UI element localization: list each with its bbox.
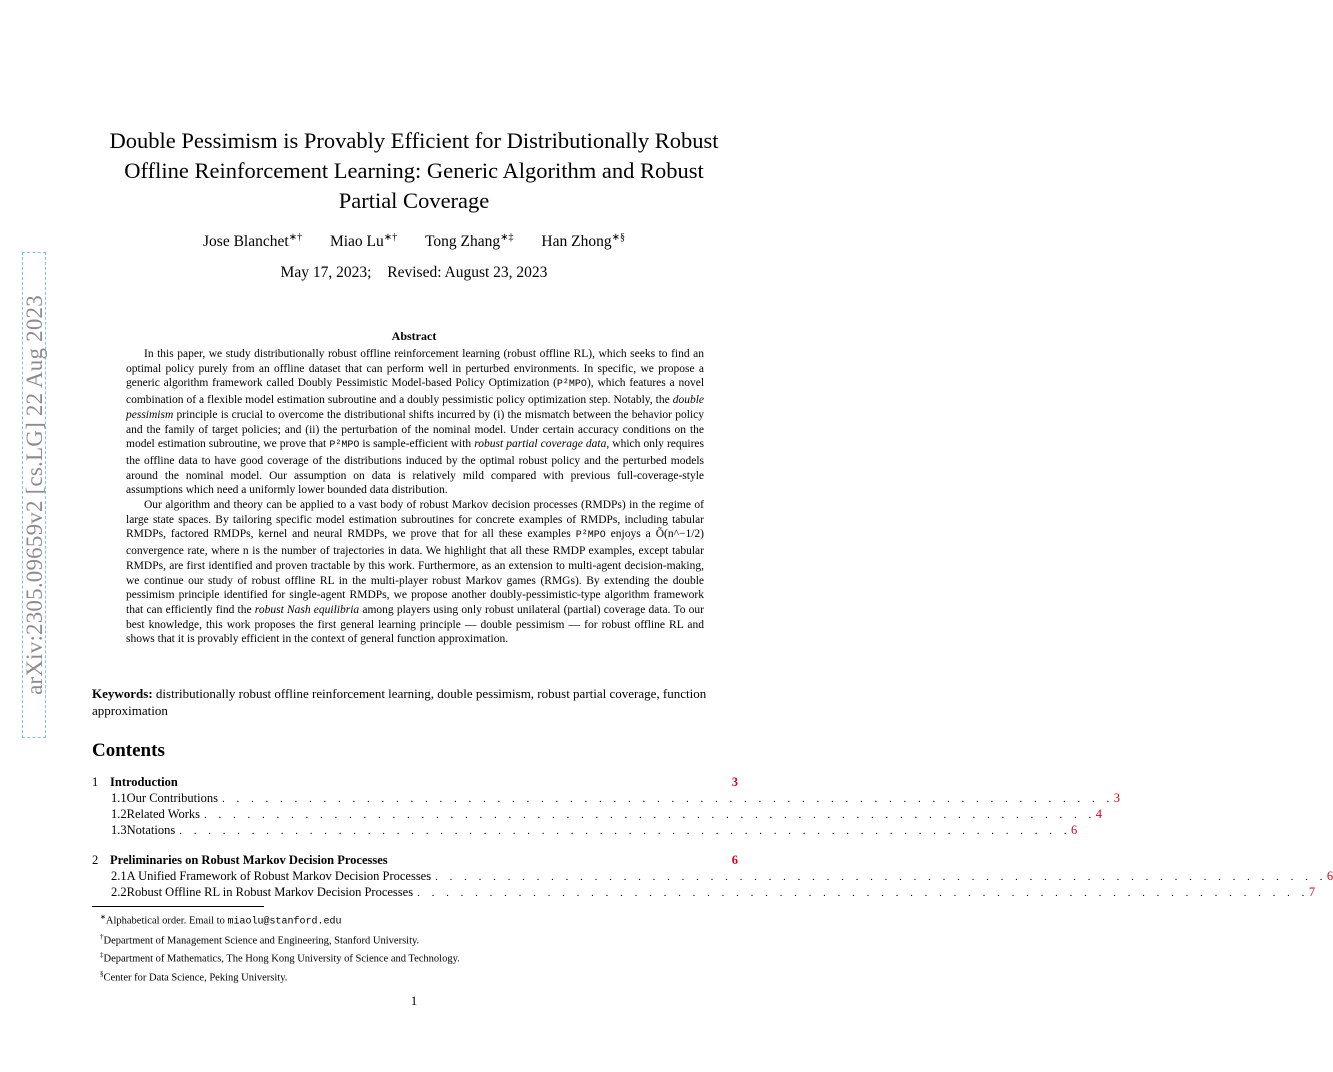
keywords-text: distributionally robust offline reinforcement learning, double pessimism, robust partial coverage, function approximation — [92, 686, 707, 718]
author: Miao Lu∗† — [329, 232, 398, 251]
author-footnote-marks[interactable]: ∗† — [383, 232, 398, 243]
author: Jose Blanchet∗† — [203, 232, 303, 251]
email-link[interactable]: miaolu@stanford.edu — [227, 916, 342, 928]
footnote-rule — [92, 906, 264, 907]
footnotes — [100, 910, 460, 986]
page-number: 1 — [410, 993, 418, 1008]
title-line: Double Pessimism is Provably Efficient for Distributionally Robust — [109, 128, 719, 153]
author: Tong Zhang∗‡ — [425, 232, 514, 251]
abstract-paragraph: In this paper, we study distributionally robust offline reinforcement learning (robust offline RL), which seeks to find an optimal policy purely from an offline dataset that can perform well in perturbed environments. In specific, we propose a generic algorithm framework called Doubly Pessimistic Model-based Policy Optimization (P²MPO), which features a novel combination of a flexible model estimation subroutine and a doubly pessimistic policy optimization step. Notably, the double pessimism principle is crucial to overcome the distributional shifts incurred by (i) the mismatch between the behavior policy and the family of target policies; and (ii) the perturbation of the nominal model. Under certain accuracy conditions on the model estimation subroutine, we prove that P²MPO is sample-efficient with robust partial coverage data, which only requires the offline data to have good coverage of the distributions induced by the optimal robust policy and the perturbed models around the nominal model. Our assumption on data is relatively mild compared with previous full-coverage-style assumptions which need a uniformly lower bounded data distribution. — [126, 348, 705, 497]
abstract-heading: Abstract — [391, 329, 437, 343]
author-footnote-marks[interactable]: ∗† — [288, 232, 303, 243]
toc-page-link[interactable]: 6 — [1326, 869, 1333, 883]
abstract-body — [126, 347, 704, 647]
footnote: †Department of Management Science and Engineering, Stanford University. — [100, 932, 420, 947]
author-footnote-marks[interactable]: ∗‡ — [500, 232, 514, 243]
keywords-label: Keywords: — [92, 686, 153, 701]
arxiv-stamp[interactable]: arXiv:2305.09659v2 [cs.LG] 22 Aug 2023 — [22, 295, 47, 695]
toc-entry[interactable]: 2 Preliminaries on Robust Markov Decision Processes 6 — [92, 853, 738, 867]
first-date: May 17, 2023; — [280, 264, 372, 281]
toc-page-link[interactable]: 7 — [1308, 885, 1316, 899]
toc-page-link[interactable]: 4 — [1095, 807, 1103, 821]
revised-date: Revised: August 23, 2023 — [387, 264, 548, 281]
author: Han Zhong∗§ — [541, 232, 625, 251]
paper-title — [92, 126, 736, 216]
title-line: Partial Coverage — [338, 188, 490, 213]
author-footnote-marks[interactable]: ∗§ — [611, 232, 625, 243]
title-line: Offline Reinforcement Learning: Generic Algorithm and Robust — [124, 158, 704, 183]
toc-entry[interactable]: 1 Introduction 3 — [92, 775, 738, 789]
toc-page-link[interactable]: 6 — [1070, 823, 1078, 837]
toc-entry[interactable]: 2.2 Robust Offline RL in Robust Markov Decision Processes . . . . . . . . . . . . . . . . . . . . . . . . . . . . . . . . . . . . . . . . . . . . . . . . . . . . . . . . . . . . . . 7 — [111, 885, 1316, 899]
keywords — [92, 685, 740, 719]
toc-page-link[interactable]: 3 — [731, 775, 738, 789]
toc-entry[interactable]: 2.1 A Unified Framework of Robust Markov Decision Processes . . . . . . . . . . . . . . . . . . . . . . . . . . . . . . . . . . . . . . . . . . . . . . . . . . . . . . . . . . . . . . 6 — [111, 869, 1333, 883]
abstract-paragraph: Our algorithm and theory can be applied to a vast body of robust Markov decision processes (RMDPs) in the regime of large state spaces. By tailoring specific model estimation subroutines for concrete examples of RMDPs, including tabular RMDPs, factored RMDPs, kernel and neural RMDPs, we prove that for all these examples P²MPO enjoys a Õ(n^−1/2) convergence rate, where n is the number of trajectories in data. We highlight that all these RMDP examples, except tabular RMDPs, are first identified and proven tractable by this work. Furthermore, as an extension to multi-agent decision-making, we continue our study of robust offline RL in the multi-player robust Markov games (RMGs). By extending the double pessimism principle identified for single-agent RMDPs, we propose another doubly-pessimistic-type algorithm framework that can efficiently find the robust Nash equilibria among players using only robust unilateral (partial) coverage data. To our best knowledge, this work proposes the first general learning principle — double pessimism — for robust offline RL and shows that it is provably efficient in the context of general function approximation. — [126, 499, 704, 646]
toc-entry[interactable]: 1.2 Related Works . . . . . . . . . . . . . . . . . . . . . . . . . . . . . . . . . . . . . . . . . . . . . . . . . . . . . . . . . . . . . . 4 — [111, 807, 1103, 821]
author-list — [92, 232, 736, 251]
toc-page-link[interactable]: 3 — [1113, 791, 1120, 805]
footnote: ‡Department of Mathematics, The Hong Kong University of Science and Technology. — [100, 951, 460, 965]
toc-page-link[interactable]: 6 — [731, 853, 738, 867]
paper-dates — [92, 264, 736, 282]
contents-heading: Contents — [92, 740, 165, 761]
footnote: ∗Alphabetical order. Email to miaolu@stanford.edu — [100, 913, 342, 928]
toc-entry[interactable]: 1.1 Our Contributions . . . . . . . . . . . . . . . . . . . . . . . . . . . . . . . . . . . . . . . . . . . . . . . . . . . . . . . . . . . . . . 3 — [111, 791, 1120, 805]
footnote: §Center for Data Science, Peking University. — [100, 970, 288, 984]
toc-entry[interactable]: 1.3 Notations . . . . . . . . . . . . . . . . . . . . . . . . . . . . . . . . . . . . . . . . . . . . . . . . . . . . . . . . . . . . . . 6 — [111, 823, 1078, 837]
